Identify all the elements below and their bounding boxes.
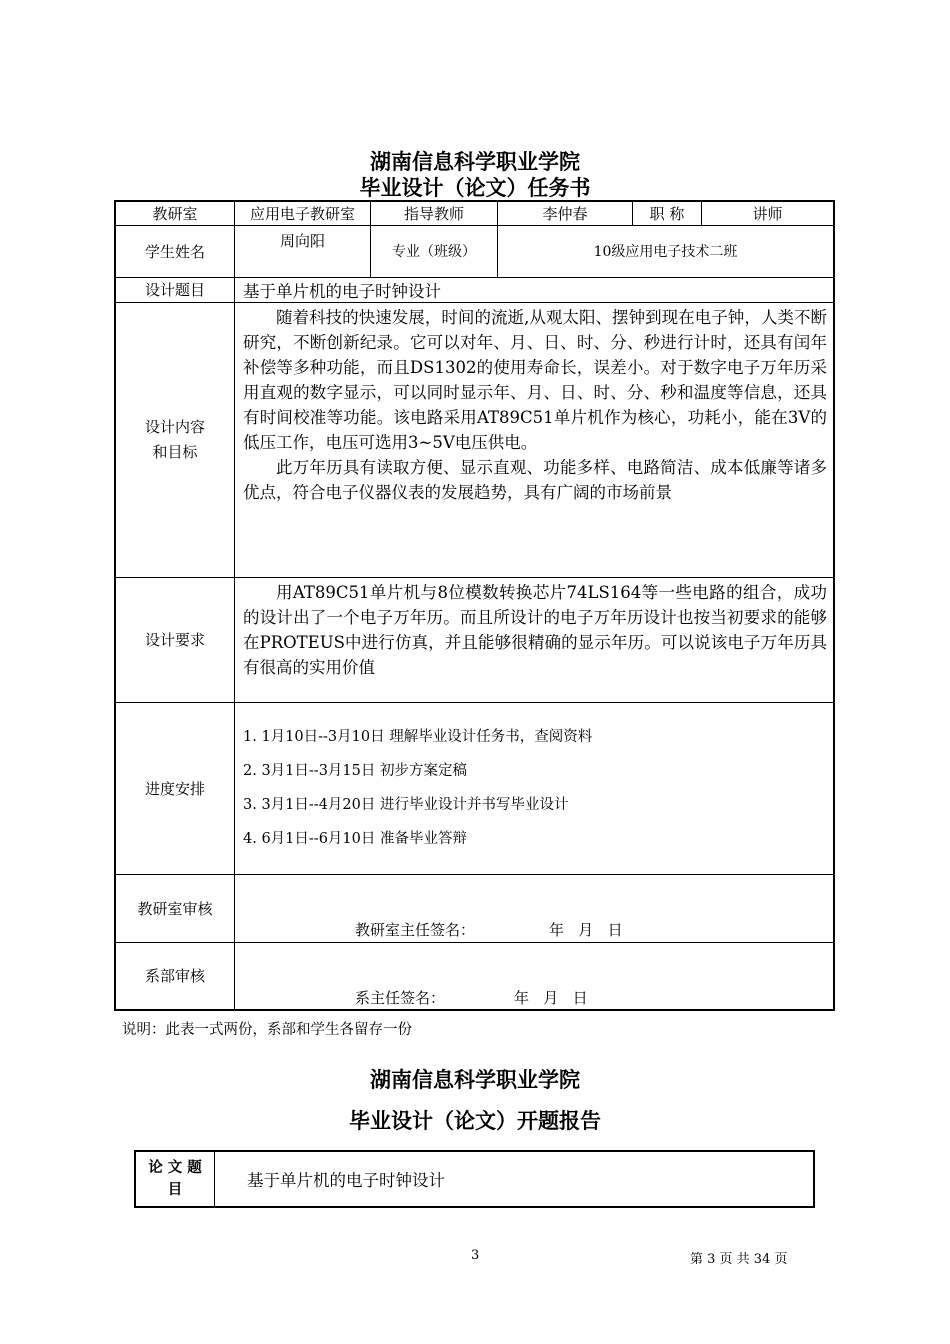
- report-title: 毕业设计（论文）开题报告: [349, 1109, 601, 1133]
- content-label-line1: 设计内容: [144, 417, 205, 436]
- plan-item: 2. 3月1日--3月15日 初步方案定稿: [243, 763, 467, 779]
- table-row: [115, 277, 834, 302]
- report-table: [134, 1150, 815, 1208]
- review1-date: 年 月 日: [549, 920, 623, 939]
- report-topic-label: [135, 1151, 215, 1207]
- table-row: [115, 302, 834, 577]
- content-label: [115, 302, 235, 577]
- student-label: 学生姓名: [115, 225, 235, 277]
- report-topic-value: 基于单片机的电子时钟设计: [215, 1151, 815, 1207]
- content-text: [235, 302, 835, 577]
- plan-list: [235, 702, 835, 874]
- dept-value: 应用电子教研室: [235, 201, 371, 225]
- page-number: 3: [471, 1248, 480, 1263]
- table-row: [135, 1151, 814, 1207]
- plan-label: 进度安排: [115, 702, 235, 874]
- table-row: [115, 702, 834, 874]
- table-row: [115, 225, 834, 277]
- advisor-label: 指导教师: [371, 201, 498, 225]
- plan-item: 4. 6月1日--6月10日 准备毕业答辩: [243, 831, 467, 847]
- table-note: 说明：此表一式两份，系部和学生各留存一份: [122, 1022, 412, 1038]
- table-row: [115, 942, 834, 1010]
- school-name: 湖南信息科学职业学院: [370, 150, 580, 174]
- table-row: [115, 201, 834, 225]
- review1-sign-label: 教研室主任签名：: [355, 920, 476, 939]
- content-paragraph-1: 随着科技的快速发展，时间的流逝,从观太阳、摆钟到现在电子钟，人类不断研究，不断创新纪录。它可以对年、月、日、时、分、秒进行计时，还具有闰年补偿等多种功能，而且DS1302的使用寿命长，误差小。对于数字电子万年历采用直观的数字显示，可以同时显示年、月、日、时、分、秒和温度等信息，还具有时间校准等功能。该电路采用AT89C51单片机作为核心，功耗小，能在3V的低压工作，电压可选用3~5V电压供电。: [243, 307, 827, 452]
- review2-sign-label: 系主任签名：: [355, 988, 446, 1007]
- requirement-paragraph: 用AT89C51单片机与8位模数转换芯片74LS164等一些电路的组合，成功的设计出了一个电子万年历。而且所设计的电子万年历设计也按当初要求的能够在PROTEUS中进行仿真，并且能够很精确的显示年历。可以说该电子万年历具有很高的实用价值: [243, 582, 827, 677]
- review2-sign-area: [235, 942, 835, 1010]
- page-title: 毕业设计（论文）任务书: [359, 176, 591, 200]
- review2-label: 系部审核: [115, 942, 235, 1010]
- report-topic-label-line2: 目: [167, 1181, 183, 1198]
- content-paragraph-2: 此万年历具有读取方便、显示直观、功能多样、电路简洁、成本低廉等诸多优点，符合电子仪器仪表的发展趋势，具有广阔的市场前景: [243, 457, 827, 502]
- rank-value: 讲师: [702, 201, 835, 225]
- requirement-text: [235, 577, 835, 702]
- topic-value: 基于单片机的电子时钟设计: [235, 277, 835, 302]
- content-label-line2: 和目标: [152, 442, 198, 461]
- plan-item: 1. 1月10日--3月10日 理解毕业设计任务书，查阅资料: [243, 729, 593, 745]
- major-label: 专业（班级）: [371, 225, 498, 277]
- review2-date: 年 月 日: [514, 988, 588, 1007]
- table-row: [115, 577, 834, 702]
- task-book-table: [114, 200, 835, 1011]
- requirement-label: 设计要求: [115, 577, 235, 702]
- dept-label: 教研室: [115, 201, 235, 225]
- page-info: 第 3 页 共 34 页: [690, 1252, 788, 1267]
- table-row: [115, 874, 834, 942]
- rank-label: 职 称: [633, 201, 702, 225]
- topic-label: 设计题目: [115, 277, 235, 302]
- plan-item: 3. 3月1日--4月20日 进行毕业设计并书写毕业设计: [243, 797, 569, 813]
- report-topic-label-line1: 论 文 题: [148, 1159, 202, 1176]
- review1-sign-area: [235, 874, 835, 942]
- advisor-value: 李仲春: [498, 201, 633, 225]
- major-value: 10级应用电子技术二班: [498, 225, 835, 277]
- review1-label: 教研室审核: [115, 874, 235, 942]
- student-value: 周向阳: [235, 225, 371, 277]
- report-school-name: 湖南信息科学职业学院: [370, 1068, 580, 1092]
